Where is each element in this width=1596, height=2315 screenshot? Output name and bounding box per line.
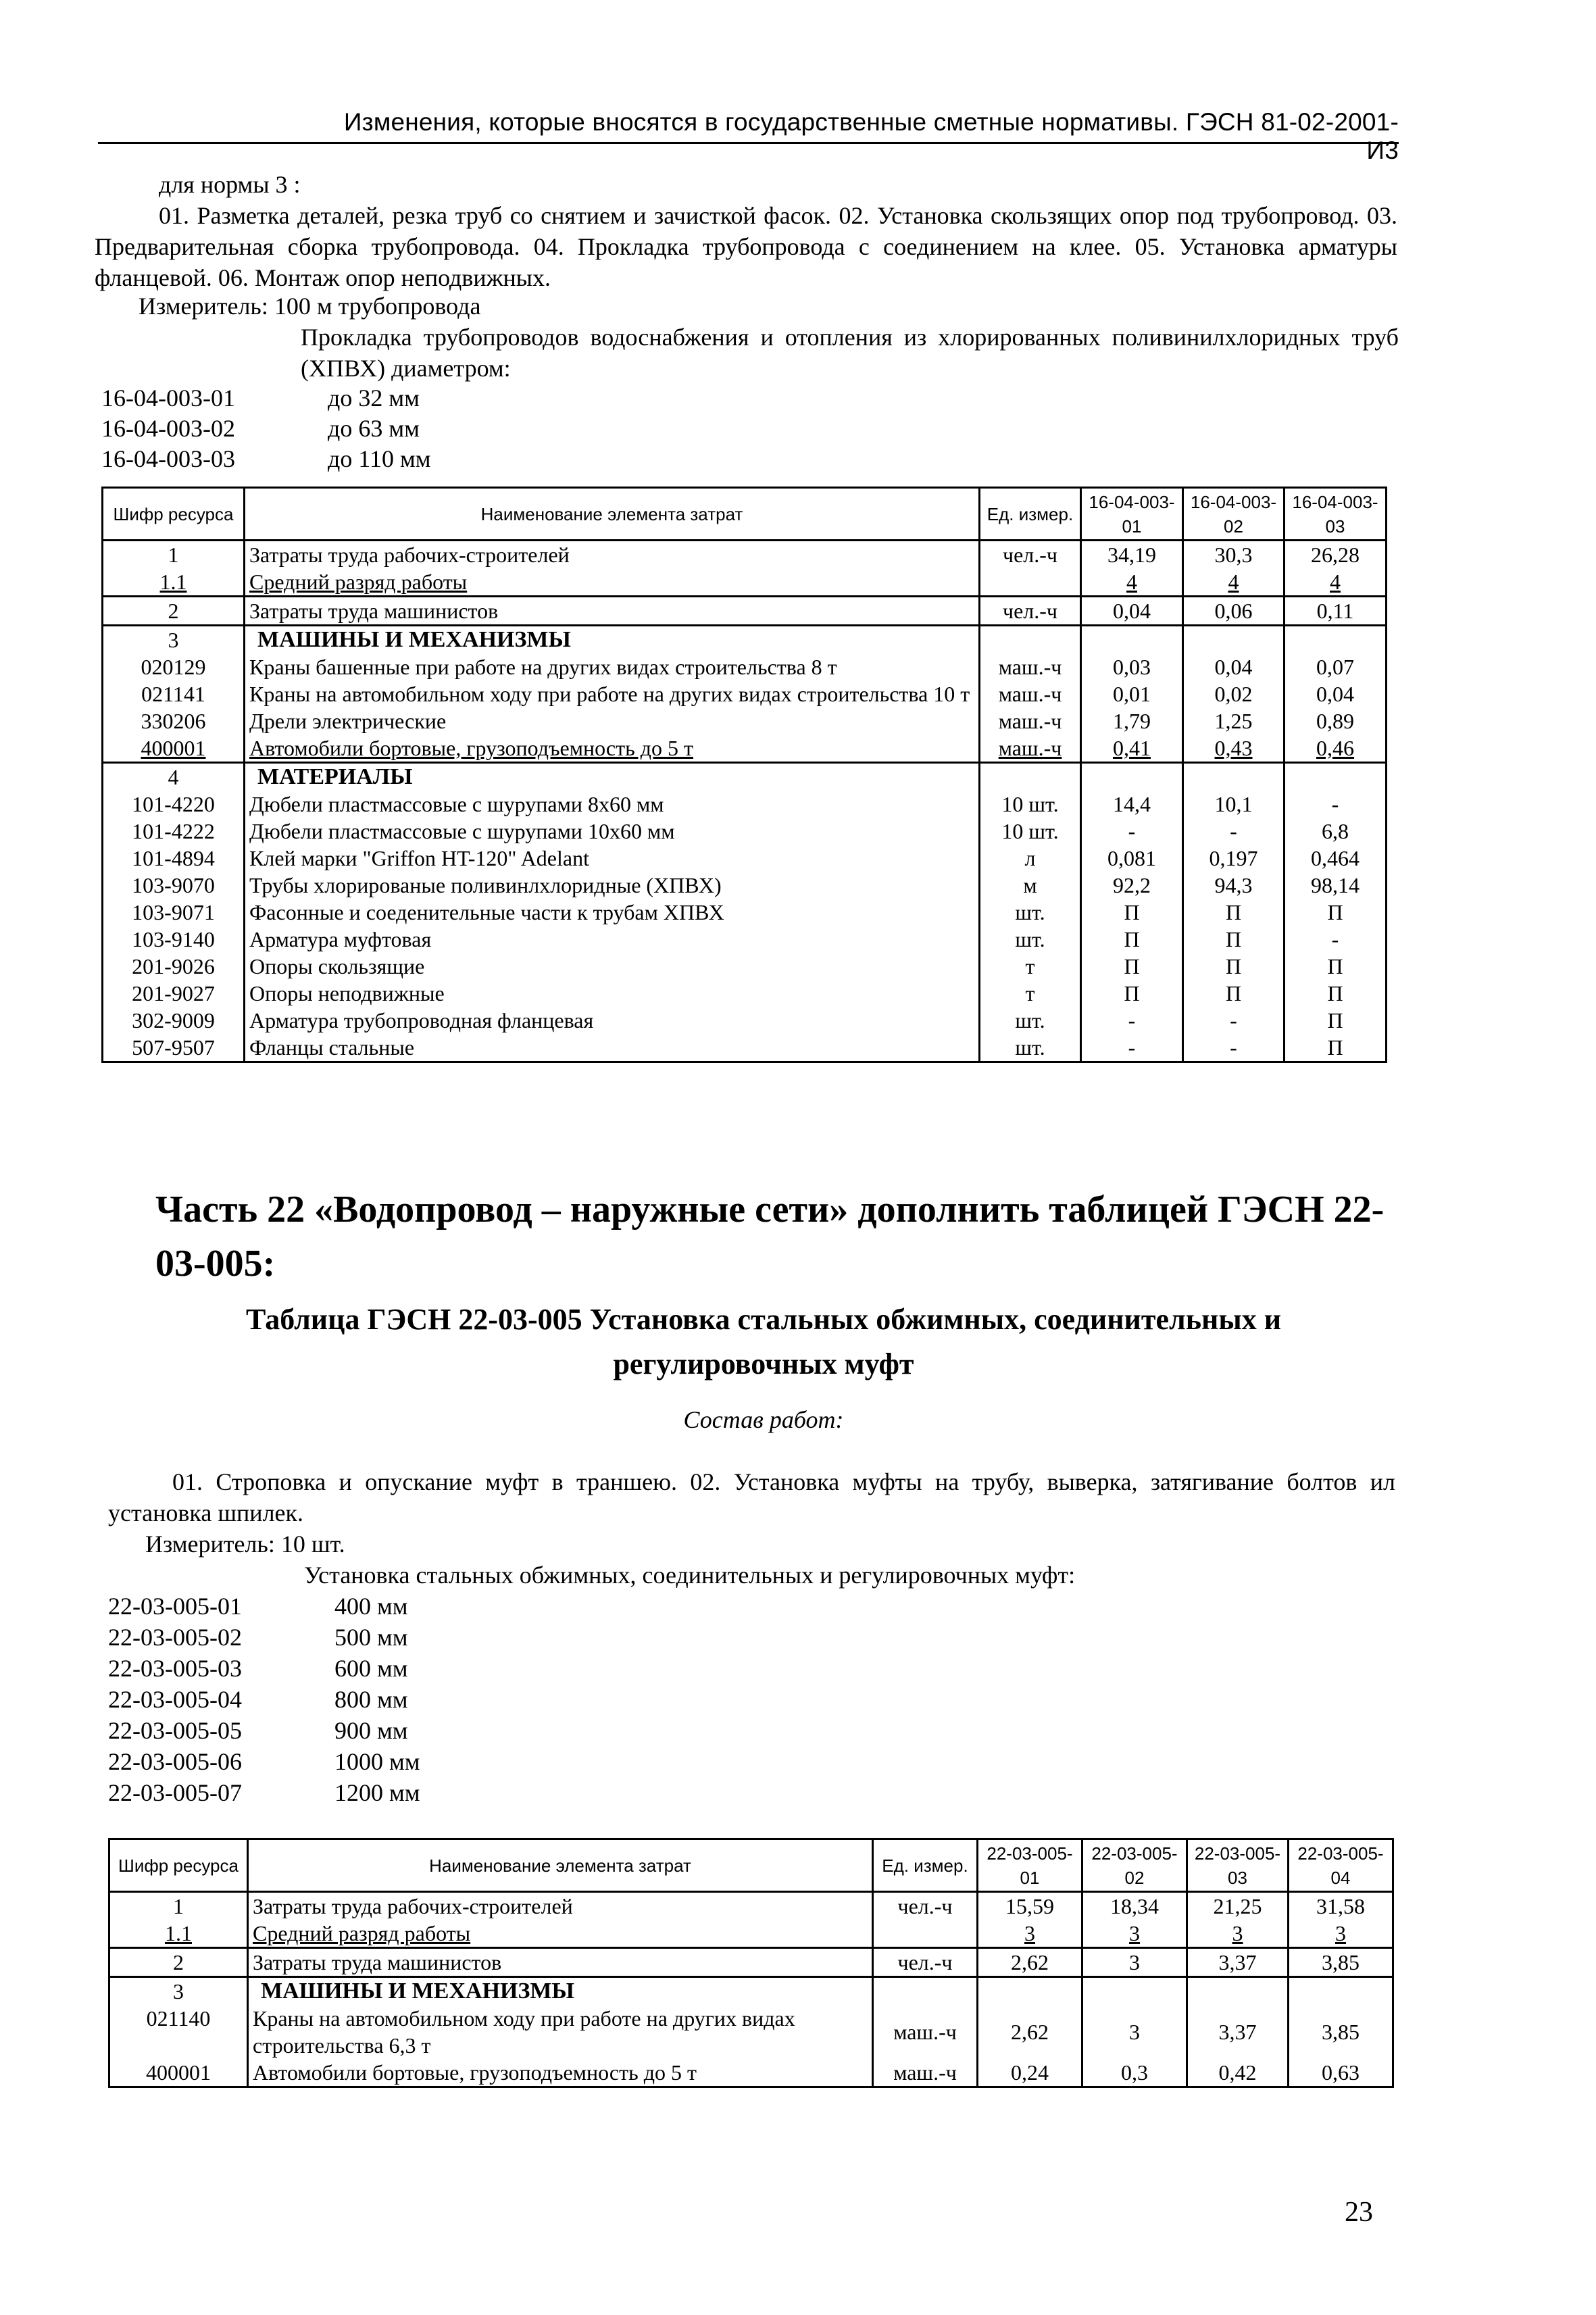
cell-value: 3: [1082, 1948, 1187, 1977]
code-list-item: [101, 382, 420, 414]
cell-code: 4: [103, 763, 245, 791]
cell-unit: чел.-ч: [980, 597, 1081, 626]
cell-name: Клей марки "Griffon HT-120" Adelant: [245, 845, 980, 872]
cell-value: П: [1285, 980, 1387, 1007]
cell-name: Автомобили бортовые, грузоподъемность до 5 т: [248, 2059, 873, 2087]
code-list-item: [108, 1684, 408, 1715]
cell-name: Дрели электрические: [245, 707, 980, 735]
cell-value: 0,04: [1285, 680, 1387, 707]
code-list-item: [101, 443, 431, 474]
cell-code: 103-9071: [103, 899, 245, 926]
table-row: [103, 1007, 1387, 1034]
cell-value: -: [1183, 1007, 1285, 1034]
cell-value: П: [1081, 899, 1183, 926]
norm-value: до 32 мм: [328, 384, 420, 412]
cell-value: П: [1285, 953, 1387, 980]
cell-value: 14,4: [1081, 791, 1183, 818]
cell-value: 0,04: [1081, 597, 1183, 626]
table-row: [103, 899, 1387, 926]
table-row: [109, 2005, 1393, 2059]
cell-name: Трубы хлорированые поливинлхлоридные (ХПВХ): [245, 872, 980, 899]
cell-value: 15,59: [978, 1892, 1082, 1920]
col-header-code: Шифр ресурса: [109, 1839, 248, 1892]
resource-table-22-03-005: [108, 1838, 1394, 2088]
cell-value: 94,3: [1183, 872, 1285, 899]
cell-value: П: [1183, 980, 1285, 1007]
norm-value: 1000 мм: [334, 1748, 420, 1775]
cell-code: 201-9027: [103, 980, 245, 1007]
norm-value: 800 мм: [334, 1686, 408, 1713]
cell-code: 101-4220: [103, 791, 245, 818]
norm-value: 1200 мм: [334, 1779, 420, 1806]
col-header-unit: Ед. измер.: [873, 1839, 978, 1892]
section-row: [103, 626, 1387, 654]
cell-unit: шт.: [980, 1034, 1081, 1062]
cell-value: П: [1081, 953, 1183, 980]
cell-value: 3: [1187, 1920, 1289, 1948]
cell-unit: м: [980, 872, 1081, 899]
norm-code: 16-04-003-03: [101, 445, 235, 472]
col-header-norm: 16-04-003-01: [1081, 488, 1183, 541]
cell-code: 400001: [103, 735, 245, 763]
section-row: [109, 1977, 1393, 2006]
cell-value: 1,25: [1183, 707, 1285, 735]
cell-name: Краны башенные при работе на других видах строительства 8 т: [245, 653, 980, 680]
table-heading-line: Таблица ГЭСН 22-03-005 Установка стальных обжимных, соединительных и: [245, 1303, 1282, 1336]
norm-value: 600 мм: [334, 1655, 408, 1682]
cell-name: Средний разряд работы: [248, 1920, 873, 1948]
cell-code: 201-9026: [103, 953, 245, 980]
cell-value: 0,06: [1183, 597, 1285, 626]
table-heading: [108, 1297, 1419, 1387]
table-row: [103, 707, 1387, 735]
cell-value: 3,85: [1289, 1948, 1393, 1977]
work-composition-text: 01. Строповка и опускание муфт в траншею. 02. Установка муфты на трубу, выверка, затягивание болтов ил установка шпилек.: [108, 1468, 1395, 1526]
col-header-name: Наименование элемента затрат: [245, 488, 980, 541]
header-divider: [98, 142, 1399, 144]
cell-value: -: [1081, 1007, 1183, 1034]
cell-code: 507-9507: [103, 1034, 245, 1062]
cell-code: 2: [109, 1948, 248, 1977]
table-row: [103, 791, 1387, 818]
cell-value: 4: [1183, 568, 1285, 597]
cell-name: Дюбели пластмассовые с шурупами 8х60 мм: [245, 791, 980, 818]
cell-code: 1.1: [103, 568, 245, 597]
cell-code: 1: [109, 1892, 248, 1920]
cell-value: 4: [1285, 568, 1387, 597]
cell-code: 3: [109, 1977, 248, 2006]
work-composition-text: 01. Разметка деталей, резка труб со снятием и зачисткой фасок. 02. Установка скользящих опор под трубопровод. 03. Предварительная сборка трубопровода. 04. Прокладка трубопровода с соединением на клее. 05. Установка арматуры фланцевой. 06. Монтаж опор неподвижных.: [95, 202, 1397, 291]
work-composition-label: Состав работ:: [683, 1406, 844, 1433]
cell-value: 0,46: [1285, 735, 1387, 763]
cell-value: П: [1081, 980, 1183, 1007]
norm-code: 22-03-005-05: [108, 1717, 242, 1744]
col-header-norm: 22-03-005-01: [978, 1839, 1082, 1892]
cell-unit: шт.: [980, 899, 1081, 926]
cell-code: 330206: [103, 707, 245, 735]
norm-code: 22-03-005-01: [108, 1593, 242, 1620]
cell-value: -: [1183, 1034, 1285, 1062]
description-text: Установка стальных обжимных, соединительных и регулировочных муфт:: [304, 1562, 1076, 1589]
cell-code: 400001: [109, 2059, 248, 2087]
norm-code: 16-04-003-01: [101, 384, 235, 412]
description-text: Прокладка трубопроводов водоснабжения и отопления из хлорированных поливинилхлоридных труб (ХПВХ) диаметром:: [301, 324, 1399, 382]
cell-code: 101-4894: [103, 845, 245, 872]
cell-value: 3: [1082, 2005, 1187, 2059]
col-header-norm: 16-04-003-02: [1183, 488, 1285, 541]
cell-value: 0,24: [978, 2059, 1082, 2087]
cell-value: 0,42: [1187, 2059, 1289, 2087]
cell-value: 92,2: [1081, 872, 1183, 899]
section-heading: МАШИНЫ И МЕХАНИЗМЫ: [245, 626, 980, 654]
table-row: [103, 872, 1387, 899]
cell-value: 0,07: [1285, 653, 1387, 680]
cell-name: Арматура муфтовая: [245, 926, 980, 953]
cell-unit: 10 шт.: [980, 791, 1081, 818]
cell-value: 3,37: [1187, 2005, 1289, 2059]
cell-unit: маш.-ч: [873, 2005, 978, 2059]
cell-value: 0,89: [1285, 707, 1387, 735]
cell-unit: л: [980, 845, 1081, 872]
norm-code: 22-03-005-07: [108, 1779, 242, 1806]
table-row: [103, 541, 1387, 569]
norm-value: 900 мм: [334, 1717, 408, 1744]
cell-value: 34,19: [1081, 541, 1183, 569]
cell-value: 3,85: [1289, 2005, 1393, 2059]
col-header-norm: 22-03-005-04: [1289, 1839, 1393, 1892]
cell-value: -: [1081, 818, 1183, 845]
cell-code: 103-9070: [103, 872, 245, 899]
code-list-item: [108, 1653, 408, 1684]
table-row: [103, 818, 1387, 845]
cell-value: 6,8: [1285, 818, 1387, 845]
cell-value: -: [1285, 926, 1387, 953]
cell-code: 020129: [103, 653, 245, 680]
cell-value: П: [1183, 953, 1285, 980]
cell-value: 3: [1082, 1920, 1187, 1948]
cell-value: 30,3: [1183, 541, 1285, 569]
cell-name: Дюбели пластмассовые с шурупами 10х60 мм: [245, 818, 980, 845]
code-list-item: [108, 1715, 408, 1746]
col-header-norm: 22-03-005-02: [1082, 1839, 1187, 1892]
cell-unit: шт.: [980, 1007, 1081, 1034]
cell-value: 2,62: [978, 1948, 1082, 1977]
cell-name: Средний разряд работы: [245, 568, 980, 597]
running-header: Изменения, которые вносятся в государственные сметные нормативы. ГЭСН 81-02-2001-И3: [343, 108, 1399, 164]
code-list-item: [108, 1591, 408, 1622]
cell-unit: чел.-ч: [873, 1892, 978, 1920]
table-row: [109, 1892, 1393, 1920]
section-row: [103, 763, 1387, 791]
cell-value: 0,43: [1183, 735, 1285, 763]
cell-unit: [980, 568, 1081, 597]
norm-code: 22-03-005-04: [108, 1686, 242, 1713]
cell-name: Опоры неподвижные: [245, 980, 980, 1007]
norm-value: 500 мм: [334, 1624, 408, 1651]
cell-value: 1,79: [1081, 707, 1183, 735]
table-row: [103, 953, 1387, 980]
col-header-norm: 16-04-003-03: [1285, 488, 1387, 541]
norm-value: до 63 мм: [328, 415, 420, 442]
cell-name: Арматура трубопроводная фланцевая: [245, 1007, 980, 1034]
cell-value: -: [1183, 818, 1285, 845]
cell-code: 302-9009: [103, 1007, 245, 1034]
cell-value: 0,63: [1289, 2059, 1393, 2087]
cell-unit: маш.-ч: [980, 653, 1081, 680]
cell-value: П: [1285, 1007, 1387, 1034]
cell-value: П: [1183, 899, 1285, 926]
table-row: [103, 653, 1387, 680]
cell-name: Затраты труда машинистов: [245, 597, 980, 626]
cell-name: Опоры скользящие: [245, 953, 980, 980]
table-row: [109, 1948, 1393, 1977]
col-header-code: Шифр ресурса: [103, 488, 245, 541]
table-row: [103, 597, 1387, 626]
part-heading: Часть 22 «Водопровод – наружные сети» дополнить таблицей ГЭСН 22-03-005:: [155, 1189, 1385, 1285]
cell-value: 3,37: [1187, 1948, 1289, 1977]
table-row: [103, 568, 1387, 597]
cell-unit: т: [980, 980, 1081, 1007]
section-heading: МАШИНЫ И МЕХАНИЗМЫ: [248, 1977, 873, 2006]
cell-value: П: [1183, 926, 1285, 953]
meter-text: Измеритель: 10 шт.: [145, 1530, 345, 1558]
cell-unit: маш.-ч: [873, 2059, 978, 2087]
norm-intro: для нормы 3 :: [159, 171, 301, 198]
cell-value: -: [1285, 791, 1387, 818]
cell-name: Затраты труда машинистов: [248, 1948, 873, 1977]
cell-value: 0,081: [1081, 845, 1183, 872]
cell-value: 0,04: [1183, 653, 1285, 680]
cell-unit: т: [980, 953, 1081, 980]
cell-unit: маш.-ч: [980, 680, 1081, 707]
cell-value: 18,34: [1082, 1892, 1187, 1920]
norm-code: 16-04-003-02: [101, 415, 235, 442]
cell-name: Затраты труда рабочих-строителей: [248, 1892, 873, 1920]
cell-value: -: [1081, 1034, 1183, 1062]
cell-value: 21,25: [1187, 1892, 1289, 1920]
cell-unit: [873, 1920, 978, 1948]
cell-code: 2: [103, 597, 245, 626]
col-header-name: Наименование элемента затрат: [248, 1839, 873, 1892]
cell-value: 98,14: [1285, 872, 1387, 899]
table-row: [103, 845, 1387, 872]
cell-value: 2,62: [978, 2005, 1082, 2059]
table-heading-line: регулировочных муфт: [613, 1347, 914, 1380]
cell-unit: 10 шт.: [980, 818, 1081, 845]
norm-value: 400 мм: [334, 1593, 408, 1620]
cell-name: Фланцы стальные: [245, 1034, 980, 1062]
cell-code: 1: [103, 541, 245, 569]
code-list-item: [101, 413, 420, 444]
cell-code: 021140: [109, 2005, 248, 2059]
norm-code: 22-03-005-02: [108, 1624, 242, 1651]
table-row: [109, 2059, 1393, 2087]
cell-value: 0,41: [1081, 735, 1183, 763]
cell-unit: чел.-ч: [873, 1948, 978, 1977]
cell-name: Автомобили бортовые, грузоподъемность до 5 т: [245, 735, 980, 763]
cell-name: Краны на автомобильном ходу при работе на других видах строительства 6,3 т: [248, 2005, 873, 2059]
cell-value: 0,02: [1183, 680, 1285, 707]
cell-value: 0,03: [1081, 653, 1183, 680]
section-heading: МАТЕРИАЛЫ: [245, 763, 980, 791]
cell-name: Затраты труда рабочих-строителей: [245, 541, 980, 569]
col-header-norm: 22-03-005-03: [1187, 1839, 1289, 1892]
cell-value: 3: [978, 1920, 1082, 1948]
cell-unit: шт.: [980, 926, 1081, 953]
cell-unit: маш.-ч: [980, 735, 1081, 763]
cell-value: 10,1: [1183, 791, 1285, 818]
norm-value: до 110 мм: [328, 445, 431, 472]
table-row: [103, 1034, 1387, 1062]
cell-value: 0,464: [1285, 845, 1387, 872]
cell-code: 103-9140: [103, 926, 245, 953]
table-row: [103, 926, 1387, 953]
norm-code: 22-03-005-06: [108, 1748, 242, 1775]
table-row: [103, 735, 1387, 763]
cell-name: Фасонные и соеденительные части к трубам ХПВХ: [245, 899, 980, 926]
cell-code: 1.1: [109, 1920, 248, 1948]
table-row: [109, 1920, 1393, 1948]
cell-code: 101-4222: [103, 818, 245, 845]
cell-value: 0,197: [1183, 845, 1285, 872]
cell-value: 4: [1081, 568, 1183, 597]
cell-code: 3: [103, 626, 245, 654]
meter-text: Измеритель: 100 м трубопровода: [139, 293, 481, 320]
code-list-item: [108, 1777, 420, 1808]
cell-value: П: [1285, 1034, 1387, 1062]
code-list-item: [108, 1746, 420, 1777]
table-row: [103, 980, 1387, 1007]
norm-code: 22-03-005-03: [108, 1655, 242, 1682]
cell-code: 021141: [103, 680, 245, 707]
col-header-unit: Ед. измер.: [980, 488, 1081, 541]
cell-unit: маш.-ч: [980, 707, 1081, 735]
cell-value: 0,01: [1081, 680, 1183, 707]
cell-value: 0,11: [1285, 597, 1387, 626]
cell-value: 26,28: [1285, 541, 1387, 569]
resource-table-16-04-003: [101, 487, 1387, 1063]
cell-value: П: [1285, 899, 1387, 926]
cell-value: П: [1081, 926, 1183, 953]
page-number: 23: [1345, 2197, 1373, 2228]
cell-value: 0,3: [1082, 2059, 1187, 2087]
table-row: [103, 680, 1387, 707]
cell-name: Краны на автомобильном ходу при работе на других видах строительства 10 т: [245, 680, 980, 707]
code-list-item: [108, 1622, 408, 1653]
cell-value: 3: [1289, 1920, 1393, 1948]
cell-unit: чел.-ч: [980, 541, 1081, 569]
cell-value: 31,58: [1289, 1892, 1393, 1920]
